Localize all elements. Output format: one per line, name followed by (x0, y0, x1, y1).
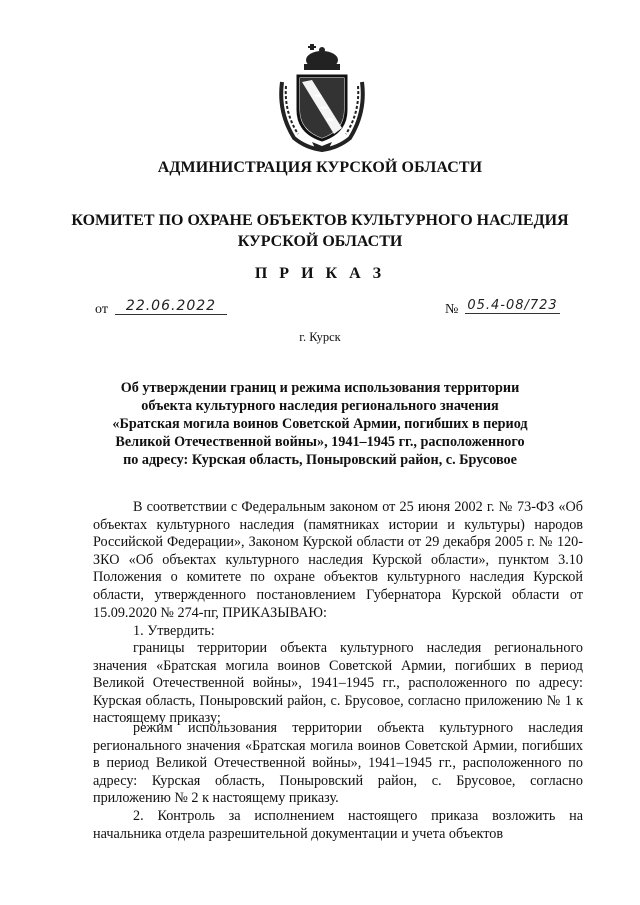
subject-line3: «Братская могила воинов Советской Армии, погибших в период (112, 416, 528, 432)
order-subject (0, 379, 640, 469)
issue-city: г. Курск (299, 330, 341, 344)
subject-line1: Об утверждении границ и режима использования территории (120, 380, 520, 396)
committee-title-line2: КУРСКОЙ ОБЛАСТИ (237, 233, 403, 250)
order-meta-row (95, 300, 560, 324)
body-paragraph-preamble (93, 499, 583, 622)
committee-title (0, 210, 640, 252)
regime-text: режим использования территории объекта культурного наследия регионального значения «Братская могила воинов Советской Армии, погибших в период Великой Отечественной войны», 1941–1945 гг., расположенного по адресу: Курская область, Поныровский район, с. Брусовое, согласно приложению № 2 к настоящему приказу. (93, 720, 583, 807)
preamble-text: В соответствии с Федеральным законом от 25 июня 2002 г. № 73-ФЗ «Об объектах культурного наследия (памятниках истории и культуры) народов Российской Федерации», Законом Курской области от 29 декабря 2005 г. № 120-ЗКО «Об объектах культурного наследия Курской области», пунктом 3.10 Положения о комитете по охране объектов культурного наследия Курской области, утвержденного постановлением Губернатора Курской области от 15.09.2020 № 274-пг, ПРИКАЗЫВАЮ: (93, 499, 583, 621)
number-prefix: № (445, 302, 459, 317)
order-date: 22.06.2022 (115, 298, 227, 315)
date-prefix: от (95, 302, 108, 317)
subject-line5: по адресу: Курская область, Поныровский район, с. Брусовое (123, 452, 517, 468)
subject-line2: объекта культурного наследия регионального значения (141, 398, 499, 414)
item1-text: 1. Утвердить: (133, 623, 215, 639)
coat-of-arms-emblem (276, 42, 368, 152)
order-heading: П Р И К А З (254, 265, 386, 282)
control-text: 2. Контроль за исполнением настоящего приказа возложить на начальника отдела разрешительной документации и учета объектов (93, 808, 583, 842)
administration-title: АДМИНИСТРАЦИЯ КУРСКОЙ ОБЛАСТИ (157, 159, 483, 176)
body-paragraph-boundaries (93, 640, 583, 728)
boundaries-text: границы территории объекта культурного наследия регионального значения «Братская могила воинов Советской Армии, погибших в период Великой Отечественной войны», 1941–1945 гг., расположенного по адресу: Курская область, Поныровский район, с. Брусовое, согласно приложению № 1 к настоящему приказу; (93, 640, 583, 727)
body-paragraph-control (93, 808, 583, 843)
body-paragraph-item1 (93, 623, 583, 641)
committee-title-line1: КОМИТЕТ ПО ОХРАНЕ ОБЪЕКТОВ КУЛЬТУРНОГО НАСЛЕДИЯ (71, 212, 569, 229)
order-number: 05.4-08/723 (465, 298, 560, 314)
subject-line4: Великой Отечественной войны», 1941–1945 гг., расположенного (115, 434, 525, 450)
body-paragraph-regime (93, 720, 583, 808)
